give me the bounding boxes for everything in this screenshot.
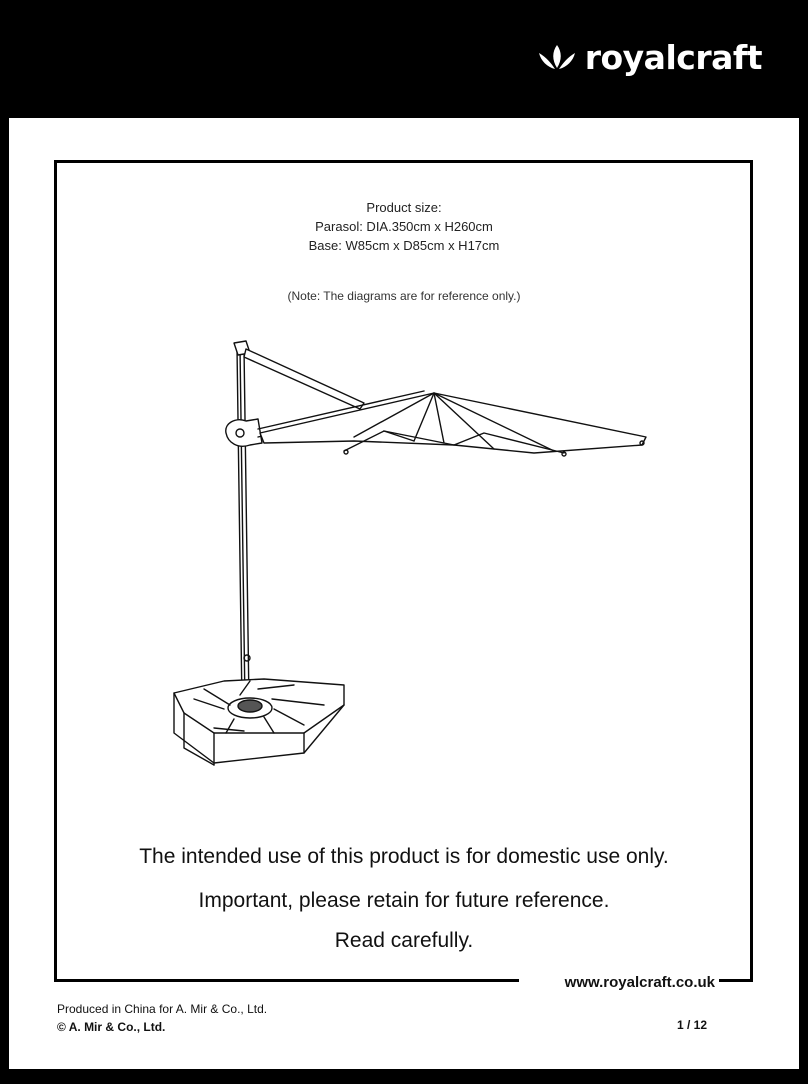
page-number: 1 / 12 [676, 1018, 707, 1032]
domestic-use-notice: The intended use of this product is for domestic use only. [139, 845, 669, 868]
retain-notice: Important, please retain for future reference. [198, 889, 610, 912]
crown-leaf-icon [537, 43, 577, 73]
product-size-heading: Product size: [366, 200, 442, 215]
parasol-size: Parasol: DIA.350cm x H260cm [315, 219, 493, 234]
brand-name: royalcraft [584, 38, 762, 77]
manual-page [9, 118, 799, 1069]
parasol-illustration [154, 333, 654, 818]
diagram-note: (Note: The diagrams are for reference only.) [287, 289, 521, 303]
footer-info [57, 1000, 267, 1036]
produced-in-text: Produced in China for A. Mir & Co., Ltd. [57, 1002, 268, 1016]
copyright-text: © A. Mir & Co., Ltd. [57, 1020, 166, 1034]
header-bar [0, 0, 808, 118]
base-size: Base: W85cm x D85cm x H17cm [308, 238, 500, 253]
website-link[interactable]: www.royalcraft.co.uk [564, 974, 715, 991]
brand-logo [537, 38, 762, 78]
read-carefully-notice: Read carefully. [334, 929, 474, 952]
